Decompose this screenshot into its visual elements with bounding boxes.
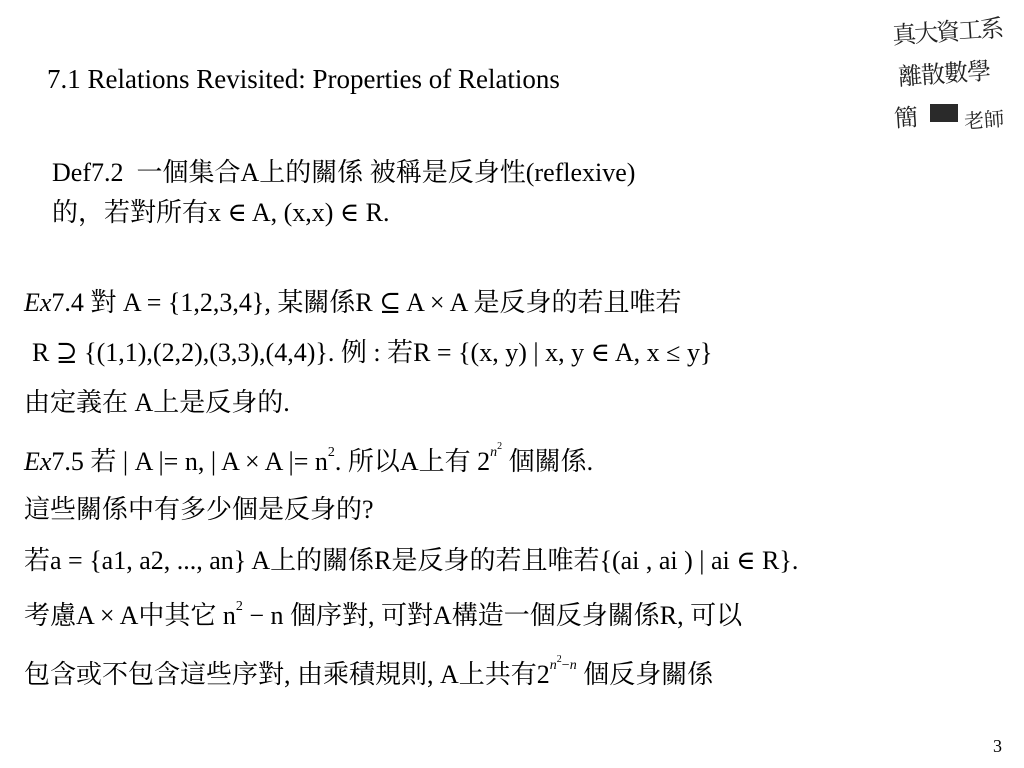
logo-seal bbox=[930, 104, 958, 122]
ex75-exponent-n2: n2 bbox=[490, 441, 503, 460]
ex75-line4-exponent: 2 bbox=[235, 599, 243, 614]
ex74-line1 bbox=[24, 290, 682, 316]
logo-text-row1: 真大資工系 bbox=[891, 14, 1004, 50]
ex75-line3: 若a = {a1, a2, ..., an} A上的關係R是反身的若且唯若{(ai , ai ) | ai ∈ R}. bbox=[24, 546, 799, 575]
def-label: Def7.2 bbox=[52, 158, 124, 187]
ex74-number: 7.4 bbox=[51, 288, 84, 317]
ex75-line1-a: 若 | A |= n, | A × A |= n bbox=[90, 447, 328, 476]
ex75-exponent-2: 2 bbox=[327, 445, 335, 460]
logo-text-row3-right: 老師 bbox=[963, 106, 1005, 134]
ex75-label: Ex bbox=[24, 447, 52, 476]
ex75-line4 bbox=[24, 599, 743, 630]
ex75-line2: 這些關係中有多少個是反身的? bbox=[24, 495, 374, 524]
ex75-line1 bbox=[24, 441, 594, 476]
definition-line1 bbox=[52, 160, 635, 186]
course-logo bbox=[888, 8, 1006, 140]
ex75-line1-c: 個關係. bbox=[502, 447, 594, 476]
ex75-number: 7.5 bbox=[51, 447, 84, 476]
def-line2-math: x ∈ A, (x,x) ∈ R. bbox=[208, 198, 390, 227]
ex74-line3: 由定義在 A上是反身的. bbox=[24, 388, 290, 417]
ex74-label: Ex bbox=[24, 288, 52, 317]
def-text: 一個集合A上的關係 被稱是反身性(reflexive) bbox=[136, 158, 636, 187]
ex74-line2: R ⊇ {(1,1),(2,2),(3,3),(4,4)}. 例 : 若R = {(x, y) | x, y ∈ A, x ≤ y} bbox=[32, 338, 713, 367]
logo-text-row3-left: 簡 bbox=[893, 103, 920, 133]
ex75-line5 bbox=[24, 654, 714, 689]
ex75-line5-b: 個反身關係 bbox=[576, 660, 714, 689]
ex75-line5-exponent: n2−n bbox=[549, 654, 577, 673]
def-line2-prefix: 的，若對所有 bbox=[52, 198, 209, 227]
ex75-line1-b: . 所以A上有 2 bbox=[334, 447, 491, 476]
page-number: 3 bbox=[993, 736, 1002, 756]
logo-text-row2: 離散數學 bbox=[897, 56, 992, 92]
ex75-line4-b: − n 個序對, 可對A構造一個反身關係R, 可以 bbox=[242, 601, 743, 630]
ex75-line4-a: 考慮A × A中其它 n bbox=[24, 601, 236, 630]
slide-title: 7.1 Relations Revisited: Properties of Relations bbox=[47, 64, 560, 94]
ex75-line5-a: 包含或不包含這些序對, 由乘積規則, A上共有2 bbox=[24, 660, 550, 689]
ex74-line1-text: 對 A = {1,2,3,4}, 某關係R ⊆ A × A 是反身的若且唯若 bbox=[90, 288, 682, 317]
definition-line2 bbox=[52, 200, 390, 226]
